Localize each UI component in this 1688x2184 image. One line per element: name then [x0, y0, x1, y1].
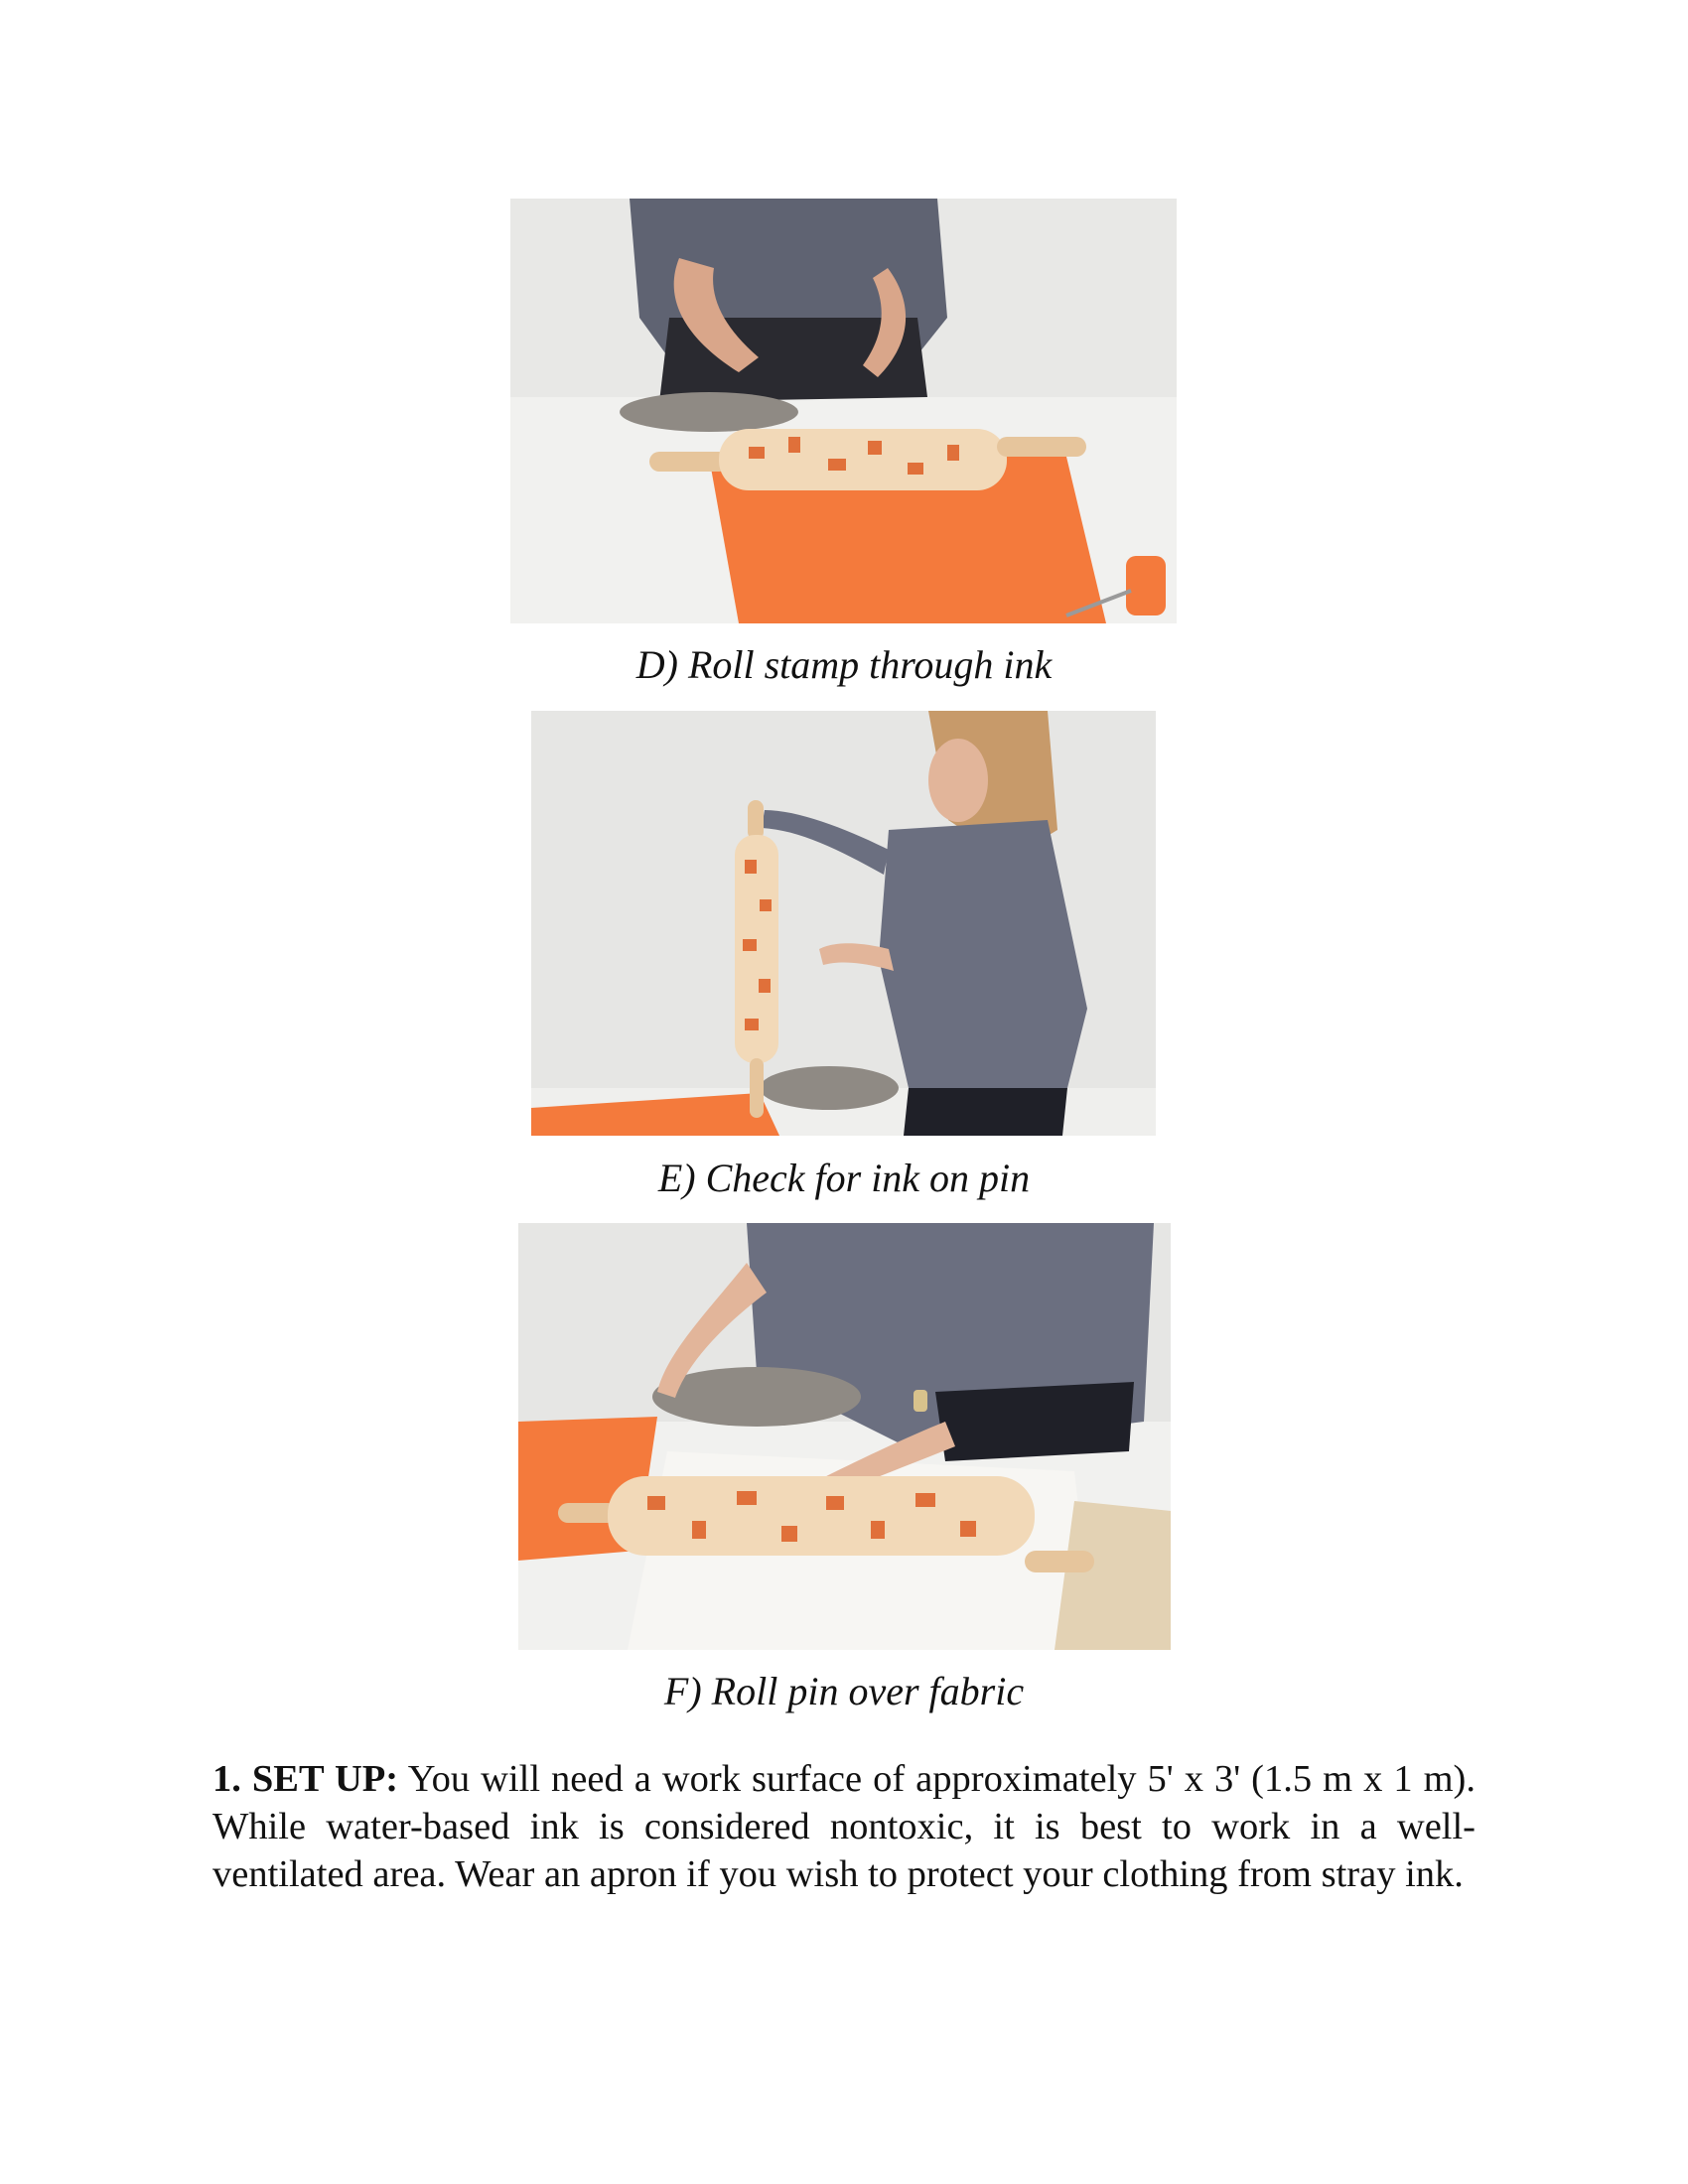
caption-figure-f: F) Roll pin over fabric [663, 1669, 1025, 1713]
caption-figure-e: E) Check for ink on pin [657, 1156, 1031, 1200]
step-text: You will need a work surface of approximately 5' x 3' (1.5 m x 1 m). While water-based ink is considered nontoxic, it is best to work in a well-ventilated area. Wear an apron if you wish to protect your clothing from stray ink. [212, 1758, 1476, 1895]
photo-check-for-ink-on-pin [531, 711, 1156, 1136]
photo-d-illustration [510, 199, 1177, 623]
photo-f-illustration [518, 1223, 1171, 1650]
step-paragraph [212, 1755, 1476, 1898]
photo-e-illustration [531, 711, 1156, 1136]
photo-roll-pin-over-fabric [518, 1223, 1171, 1650]
photo-roll-stamp-through-ink [510, 199, 1177, 623]
caption-figure-d: D) Roll stamp through ink [635, 642, 1053, 687]
step-lead: 1. SET UP: [212, 1758, 399, 1800]
